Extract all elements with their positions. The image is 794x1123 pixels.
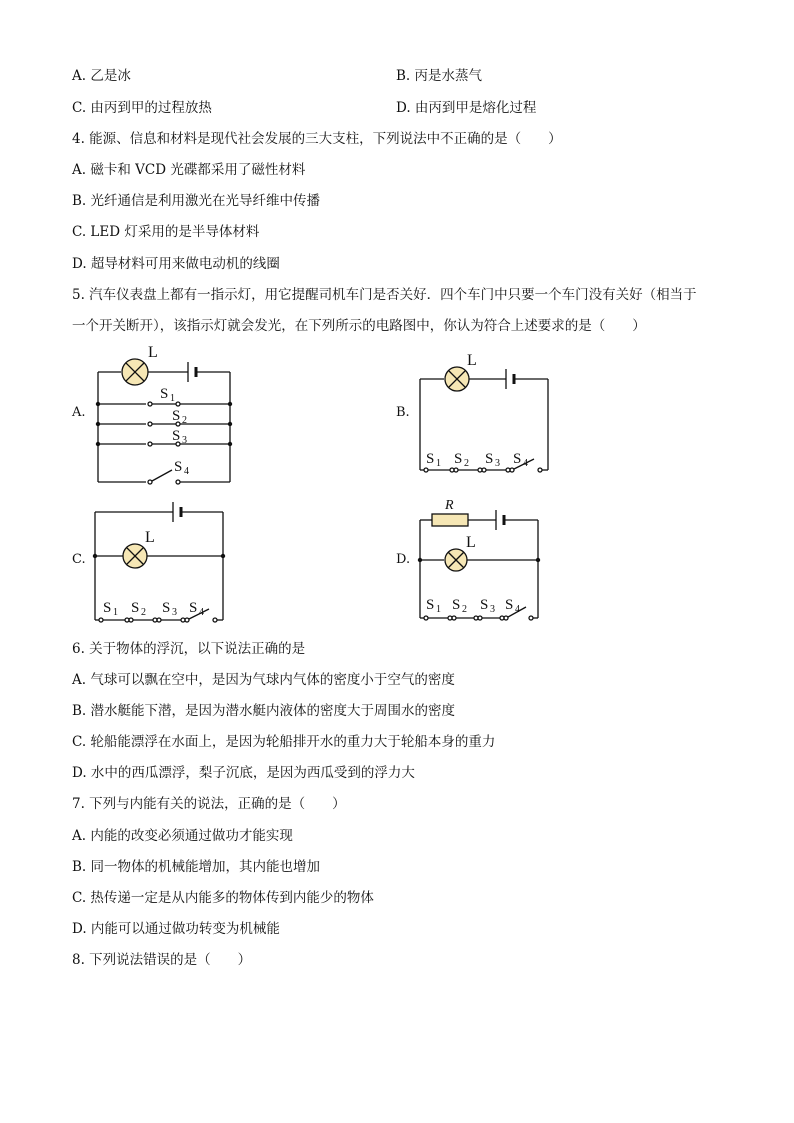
switch-s2 — [98, 422, 230, 426]
resistor-icon — [432, 514, 468, 526]
svg-text:S: S — [189, 600, 198, 616]
svg-text:S: S — [172, 408, 181, 424]
q3-option-a: A. 乙是冰 — [72, 68, 131, 84]
svg-text:S: S — [426, 597, 435, 613]
circuit-d-diagram — [410, 492, 560, 624]
q4-stem: 4. 能源、信息和材料是现代社会发展的三大支柱，下列说法中不正确的是（ ） — [72, 131, 562, 147]
svg-text:4: 4 — [184, 466, 189, 477]
circuit-a-diagram — [80, 340, 250, 490]
q4-option-a: A. 磁卡和 VCD 光碟都采用了磁性材料 — [72, 162, 306, 178]
svg-text:S: S — [426, 451, 435, 467]
switch-s4 — [98, 470, 230, 484]
svg-text:S: S — [160, 386, 169, 402]
q6-option-d: D. 水中的西瓜漂浮，梨子沉底，是因为西瓜受到的浮力大 — [72, 765, 415, 781]
svg-text:2: 2 — [462, 604, 467, 615]
svg-text:S: S — [131, 600, 140, 616]
svg-text:2: 2 — [141, 607, 146, 618]
svg-text:2: 2 — [464, 458, 469, 469]
svg-text:1: 1 — [436, 604, 441, 615]
svg-text:S: S — [485, 451, 494, 467]
q7-option-d: D. 内能可以通过做功转变为机械能 — [72, 921, 280, 937]
svg-text:S: S — [452, 597, 461, 613]
svg-text:S: S — [162, 600, 171, 616]
svg-text:S: S — [505, 597, 514, 613]
svg-text:R: R — [445, 498, 454, 513]
q7-stem: 7. 下列与内能有关的说法，正确的是（ ） — [72, 796, 346, 812]
svg-text:S: S — [172, 428, 181, 444]
q8-stem: 8. 下列说法错误的是（ ） — [72, 952, 252, 968]
svg-text:L: L — [145, 529, 155, 546]
svg-text:1: 1 — [170, 393, 175, 404]
svg-text:S: S — [103, 600, 112, 616]
svg-text:S: S — [480, 597, 489, 613]
q5-stem-line2: 一个开关断开），该指示灯就会发光，在下列所示的电路图中，你认为符合上述要求的是（ ） — [72, 318, 646, 334]
svg-text:3: 3 — [182, 435, 187, 446]
svg-text:S: S — [454, 451, 463, 467]
svg-text:S: S — [513, 451, 522, 467]
lamp-label: L — [148, 344, 158, 361]
svg-text:3: 3 — [172, 607, 177, 618]
svg-text:1: 1 — [113, 607, 118, 618]
svg-text:1: 1 — [436, 458, 441, 469]
circuit-b-label: B. — [396, 405, 410, 420]
svg-text:L: L — [467, 352, 477, 369]
q3-option-c: C. 由丙到甲的过程放热 — [72, 100, 212, 116]
q5-stem-line1: 5. 汽车仪表盘上都有一指示灯，用它提醒司机车门是否关好．四个车门中只要一个车门没有关好（相当于 — [72, 287, 697, 303]
svg-text:3: 3 — [495, 458, 500, 469]
q3-option-d: D. 由丙到甲是熔化过程 — [396, 100, 537, 116]
circuit-a-label: A. — [72, 405, 86, 420]
svg-text:4: 4 — [515, 604, 520, 615]
q4-option-b: B. 光纤通信是利用激光在光导纤维中传播 — [72, 193, 321, 209]
q6-stem: 6. 关于物体的浮沉，以下说法正确的是 — [72, 641, 306, 657]
svg-text:2: 2 — [182, 415, 187, 426]
q4-option-d: D. 超导材料可用来做电动机的线圈 — [72, 256, 280, 272]
q4-option-c: C. LED 灯采用的是半导体材料 — [72, 224, 260, 240]
svg-text:S: S — [174, 459, 183, 475]
svg-text:4: 4 — [199, 607, 204, 618]
q6-option-b: B. 潜水艇能下潜，是因为潜水艇内液体的密度大于周围水的密度 — [72, 703, 456, 719]
circuit-c-label: C. — [72, 552, 86, 567]
switch-s3 — [98, 442, 230, 446]
q7-option-c: C. 热传递一定是从内能多的物体传到内能少的物体 — [72, 890, 374, 906]
q3-option-b: B. 丙是水蒸气 — [396, 68, 483, 84]
circuit-c-diagram — [85, 490, 235, 625]
switch-s1 — [98, 402, 230, 406]
circuit-b-diagram — [410, 345, 560, 475]
svg-text:L: L — [466, 534, 476, 551]
svg-text:4: 4 — [523, 458, 528, 469]
circuit-d-label: D. — [396, 552, 411, 567]
q6-option-c: C. 轮船能漂浮在水面上，是因为轮船排开水的重力大于轮船本身的重力 — [72, 734, 496, 750]
q7-option-a: A. 内能的改变必须通过做功才能实现 — [72, 828, 293, 844]
q6-option-a: A. 气球可以飘在空中，是因为气球内气体的密度小于空气的密度 — [72, 672, 455, 688]
svg-text:3: 3 — [490, 604, 495, 615]
q7-option-b: B. 同一物体的机械能增加，其内能也增加 — [72, 859, 321, 875]
